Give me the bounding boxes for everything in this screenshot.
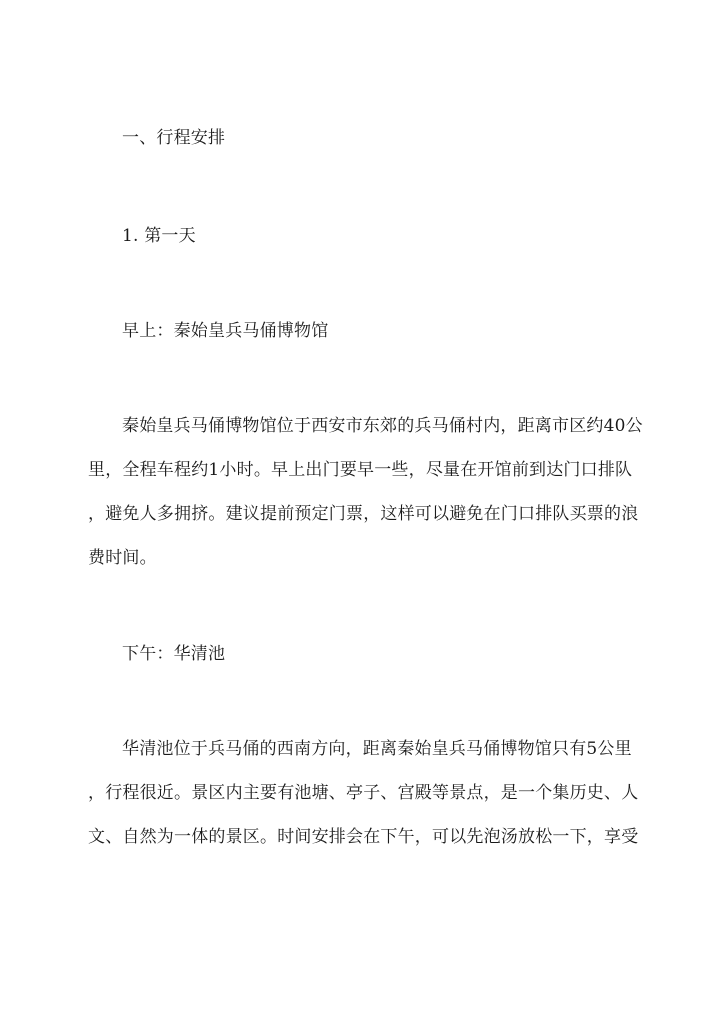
afternoon-heading: 下午：华清池 bbox=[122, 644, 226, 664]
paragraph-line: 华清池位于兵马俑的西南方向，距离秦始皇兵马俑博物馆只有5公里 bbox=[122, 739, 632, 759]
paragraph-line: 里，全程车程约1小时。早上出门要早一些，尽量在开馆前到达门口排队 bbox=[88, 460, 633, 480]
section-heading: 一、行程安排 bbox=[122, 128, 226, 148]
day-heading: 1. 第一天 bbox=[122, 226, 196, 246]
paragraph-line: 文、自然为一体的景区。时间安排会在下午，可以先泡汤放松一下，享受 bbox=[88, 827, 639, 847]
morning-heading: 早上：秦始皇兵马俑博物馆 bbox=[122, 321, 329, 341]
paragraph-line: 费时间。 bbox=[88, 548, 157, 568]
paragraph-line: ，行程很近。景区内主要有池塘、亭子、宫殿等景点，是一个集历史、人 bbox=[88, 783, 639, 803]
paragraph-line: ，避免人多拥挤。建议提前预定门票，这样可以避免在门口排队买票的浪 bbox=[88, 504, 639, 524]
paragraph-line: 秦始皇兵马俑博物馆位于西安市东郊的兵马俑村内，距离市区约40公 bbox=[122, 416, 643, 436]
